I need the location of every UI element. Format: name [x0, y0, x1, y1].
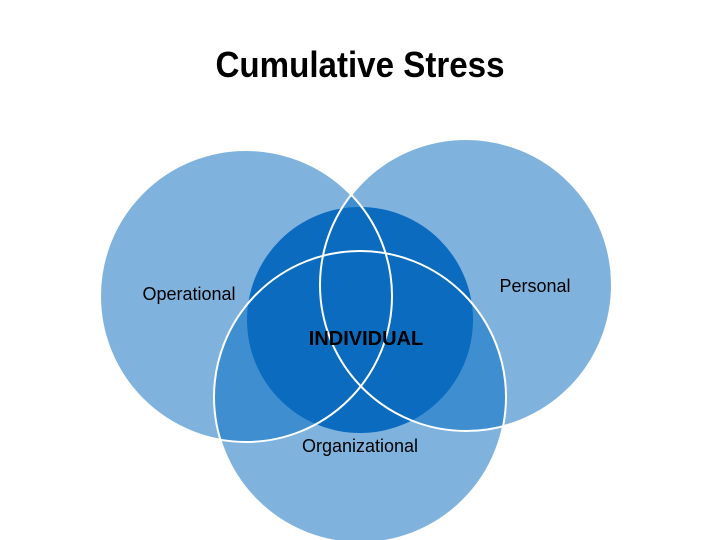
- personal-label: Personal: [499, 276, 571, 296]
- individual-label: INDIVIDUAL: [308, 328, 424, 350]
- operational-label: Operational: [142, 284, 236, 304]
- organizational-label: Organizational: [301, 436, 419, 456]
- slide-title: Cumulative Stress: [215, 44, 505, 85]
- individual-core-circle: [247, 207, 473, 433]
